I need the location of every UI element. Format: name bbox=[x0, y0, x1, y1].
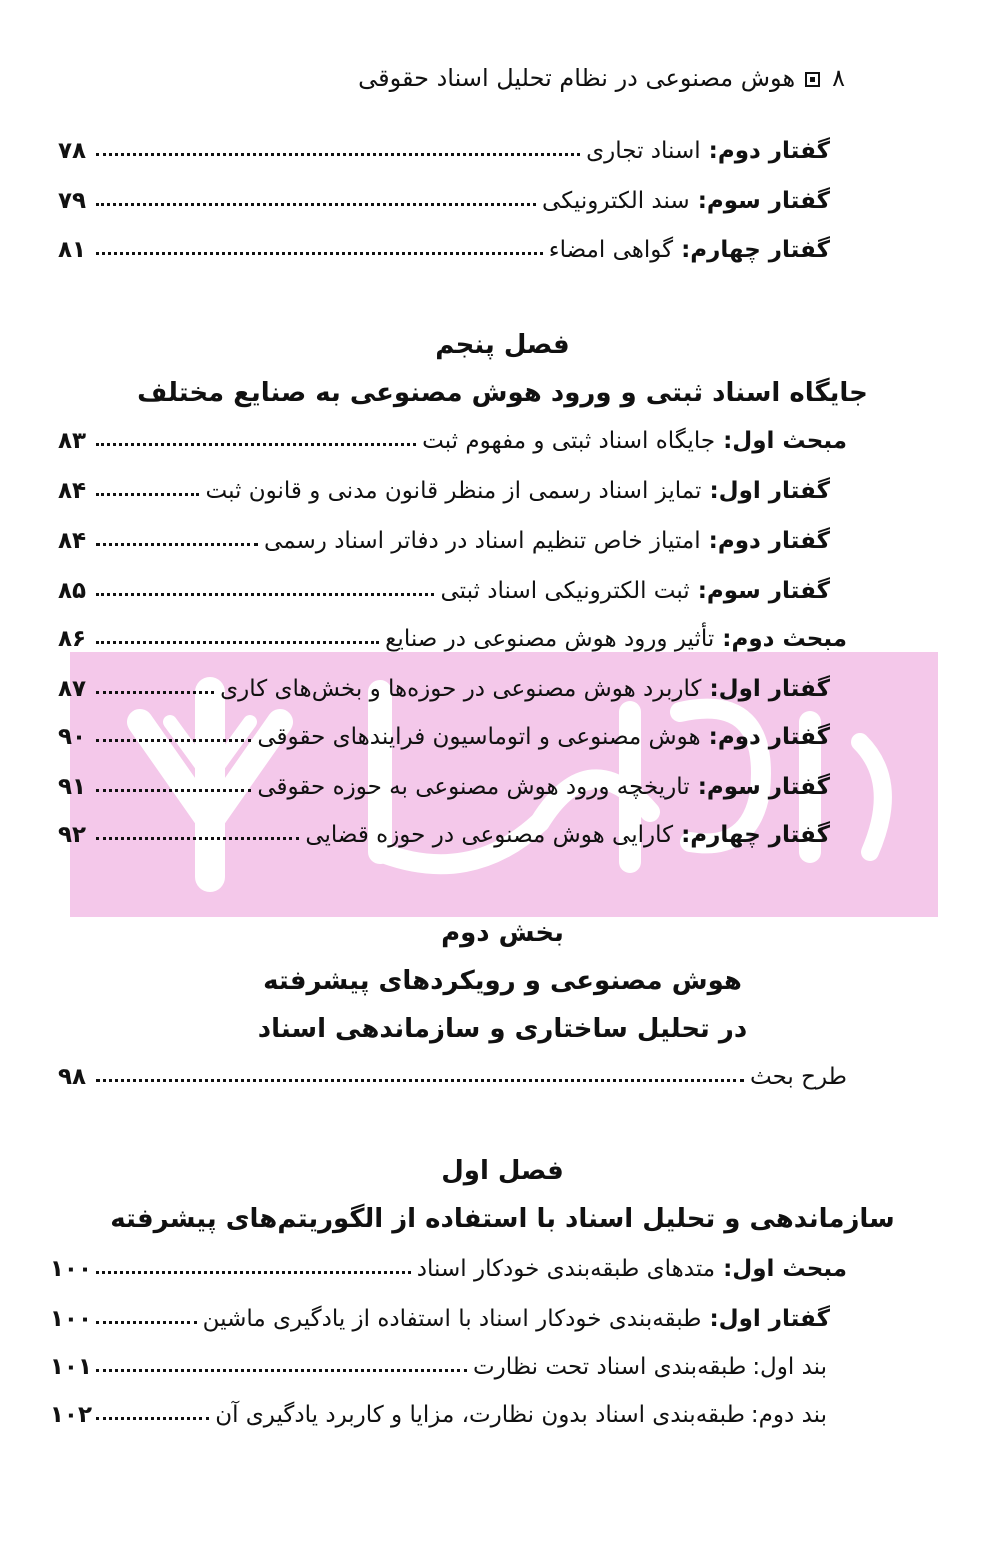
toc-entry: گفتار اول: تمایز اسناد رسمی از منظر قانون مدنی و قانون ثبت ۸۴ bbox=[58, 478, 830, 504]
leader-dots bbox=[96, 739, 251, 742]
toc-entry: گفتار چهارم: کارایی هوش مصنوعی در حوزه قضایی ۹۲ bbox=[58, 822, 830, 848]
leader-dots bbox=[96, 593, 434, 596]
leader-dots bbox=[96, 1417, 209, 1420]
toc-entry: گفتار چهارم: گواهی امضاء ۸۱ bbox=[58, 237, 830, 263]
part-heading: بخش دوم bbox=[441, 918, 564, 948]
toc-entry: گفتار اول: کاربرد هوش مصنوعی در حوزه‌ها و بخش‌های کاری ۸۷ bbox=[58, 676, 830, 702]
toc-entry: مبحث اول: جایگاه اسناد ثبتی و مفهوم ثبت ۸۳ bbox=[58, 428, 847, 454]
leader-dots bbox=[96, 443, 416, 446]
toc-entry: بند دوم: طبقه‌بندی اسناد بدون نظارت، مزایا و کاربرد یادگیری آن ۱۰۲ bbox=[49, 1402, 827, 1428]
leader-dots bbox=[96, 1369, 467, 1372]
part-subheading-line2: در تحلیل ساختاری و سازماندهی اسناد bbox=[257, 1014, 748, 1044]
leader-dots bbox=[96, 1321, 197, 1324]
chapter-heading: فصل اول bbox=[441, 1156, 564, 1186]
chapter-subheading: جایگاه اسناد ثبتی و ورود هوش مصنوعی به صنایع مختلف bbox=[137, 378, 868, 408]
square-bullet-icon bbox=[805, 72, 820, 87]
leader-dots bbox=[96, 203, 536, 206]
part-subheading-line1: هوش مصنوعی و رویکردهای پیشرفته bbox=[263, 966, 742, 996]
running-header bbox=[145, 58, 845, 98]
toc-entry: بند اول: طبقه‌بندی اسناد تحت نظارت ۱۰۱ bbox=[49, 1354, 827, 1380]
toc-entry: گفتار سوم: ثبت الکترونیکی اسناد ثبتی ۸۵ bbox=[58, 578, 830, 604]
toc-entry: گفتار سوم: تاریخچه ورود هوش مصنوعی به حوزه حقوقی ۹۱ bbox=[58, 774, 830, 800]
toc-entry: گفتار دوم: امتیاز خاص تنظیم اسناد در دفاتر اسناد رسمی ۸۴ bbox=[58, 528, 830, 554]
leader-dots bbox=[96, 837, 299, 840]
toc-entry: گفتار اول: طبقه‌بندی خودکار اسناد با استفاده از یادگیری ماشین ۱۰۰ bbox=[49, 1306, 830, 1332]
leader-dots bbox=[96, 252, 543, 255]
chapter-subheading: سازماندهی و تحلیل اسناد با استفاده از الگوریتم‌های پیشرفته bbox=[110, 1204, 895, 1234]
toc-entry: گفتار دوم: هوش مصنوعی و اتوماسیون فرایندهای حقوقی ۹۰ bbox=[58, 724, 830, 750]
toc-entry: مبحث اول: متدهای طبقه‌بندی خودکار اسناد ۱۰۰ bbox=[49, 1256, 847, 1282]
chapter-heading: فصل پنجم bbox=[435, 330, 570, 360]
leader-dots bbox=[96, 691, 214, 694]
toc-entry: گفتار سوم: سند الکترونیکی ۷۹ bbox=[58, 188, 830, 214]
page-number: ۸ bbox=[832, 64, 845, 92]
leader-dots bbox=[96, 789, 251, 792]
toc-entry: گفتار دوم: اسناد تجاری ۷۸ bbox=[58, 138, 830, 164]
leader-dots bbox=[96, 493, 199, 496]
leader-dots bbox=[96, 1079, 744, 1082]
toc-entry: طرح بحث ۹۸ bbox=[58, 1064, 847, 1090]
running-title: هوش مصنوعی در نظام تحلیل اسناد حقوقی bbox=[358, 64, 796, 92]
leader-dots bbox=[96, 1271, 411, 1274]
toc-entry: مبحث دوم: تأثیر ورود هوش مصنوعی در صنایع ۸۶ bbox=[58, 626, 847, 652]
leader-dots bbox=[96, 641, 379, 644]
leader-dots bbox=[96, 153, 580, 156]
leader-dots bbox=[96, 543, 258, 546]
